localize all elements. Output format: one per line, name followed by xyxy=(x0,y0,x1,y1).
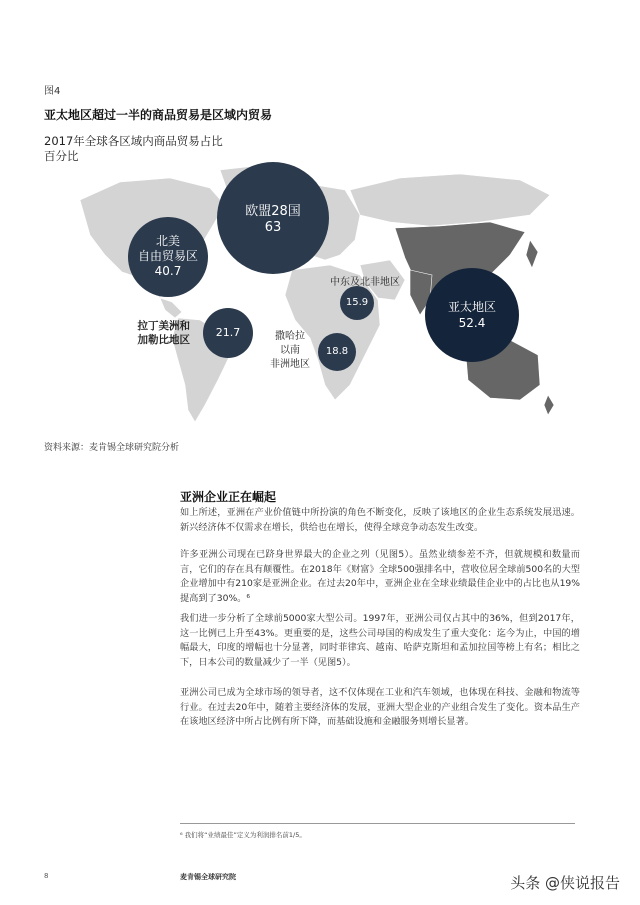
world-map-chart xyxy=(60,160,560,435)
ap-value: 52.4 xyxy=(458,316,486,330)
na-name-line1: 北美 xyxy=(155,234,180,248)
me-value: 15.9 xyxy=(345,297,369,308)
paragraph-4: 亚洲公司已成为全球市场的领导者，这不仅体现在工业和汽车领域，也体现在科技、金融和物流等行业。在过去20年中，随着主要经济体的发展，亚洲大型企业的产业组合发生了变化。资本品生产在该地区经济中所占比例有所下降，而基础设施和金融服务则增长显著。 xyxy=(180,687,580,727)
na-bubble-text xyxy=(128,234,208,279)
la-value: 21.7 xyxy=(215,326,241,339)
ap-bubble-text xyxy=(432,299,512,331)
paragraph-1: 如上所述，亚洲在产业价值链中所扮演的角色不断变化，反映了该地区的企业生态系统发展迅速。新兴经济体不仅需求在增长，供给也在增长，使得全球竞争动态发生改变。 xyxy=(180,507,580,533)
land-north-asia xyxy=(350,174,550,226)
eu-name: 欧盟28国 xyxy=(245,204,301,219)
af-name-line2: 以南 xyxy=(280,345,300,356)
figure-label: 图4 xyxy=(44,86,61,97)
na-value: 40.7 xyxy=(154,264,182,278)
af-label xyxy=(260,330,320,372)
paragraph-2: 许多亚洲公司现在已跻身世界最大的企业之列（见图5）。虽然业绩参差不齐，但就规模和数量而言，它们的存在具有颠覆性。在2018年《财富》全球500强排名中，营收位居全球前500名的大型企业增加中有210家是亚洲企业。在过去20年中，亚洲企业在全球业绩最佳企业中的占比也从19%提高到了30%。⁶ xyxy=(180,549,580,604)
world-map-svg xyxy=(60,160,560,435)
page-number: 8 xyxy=(44,872,49,880)
figure-title: 亚太地区超过一半的商品贸易是区域内贸易 xyxy=(44,108,273,122)
la-name-line1: 拉丁美洲和 xyxy=(137,320,190,332)
footer-org: 麦肯锡全球研究院 xyxy=(180,873,236,881)
af-name-line3: 非洲地区 xyxy=(270,359,310,370)
af-value: 18.8 xyxy=(325,346,349,357)
chart-subtitle-line1: 2017年全球各区域内商品贸易占比 xyxy=(44,134,223,148)
eu-bubble-text xyxy=(223,204,323,236)
na-name-line2: 自由贸易区 xyxy=(137,249,198,263)
land-central-america xyxy=(160,298,182,318)
la-label xyxy=(60,319,190,347)
footnote: ⁶ 我们将“业绩最佳”定义为利润排名前1/5。 xyxy=(180,831,306,839)
ap-name: 亚太地区 xyxy=(447,300,496,314)
watermark: 头条 @侠说报告 xyxy=(510,874,620,892)
land-new-zealand xyxy=(544,395,554,415)
af-name-line1: 撒哈拉 xyxy=(275,331,305,342)
land-japan xyxy=(526,240,538,268)
eu-value: 63 xyxy=(264,220,282,235)
me-label: 中东及北非地区 xyxy=(330,277,400,288)
section-title: 亚洲企业正在崛起 xyxy=(180,490,277,504)
paragraph-3: 我们进一步分析了全球前5000家大型公司。1997年，亚洲公司仅占其中的36%，但到2017年，这一比例已上升至43%。更重要的是，这些公司母国的构成发生了重大变化：迄今为止，中国的增幅最大，印度的增幅也十分显著，同时菲律宾、越南、哈萨克斯坦和孟加拉国等榜上有名；相比之下，日本公司的数量减少了一半（见图5）。 xyxy=(180,613,580,668)
la-name-line2: 加勒比地区 xyxy=(137,334,190,346)
source-note: 资料来源：麦肯锡全球研究院分析 xyxy=(44,443,180,453)
chart-unit: 百分比 xyxy=(44,149,79,163)
footnote-divider xyxy=(180,823,575,824)
